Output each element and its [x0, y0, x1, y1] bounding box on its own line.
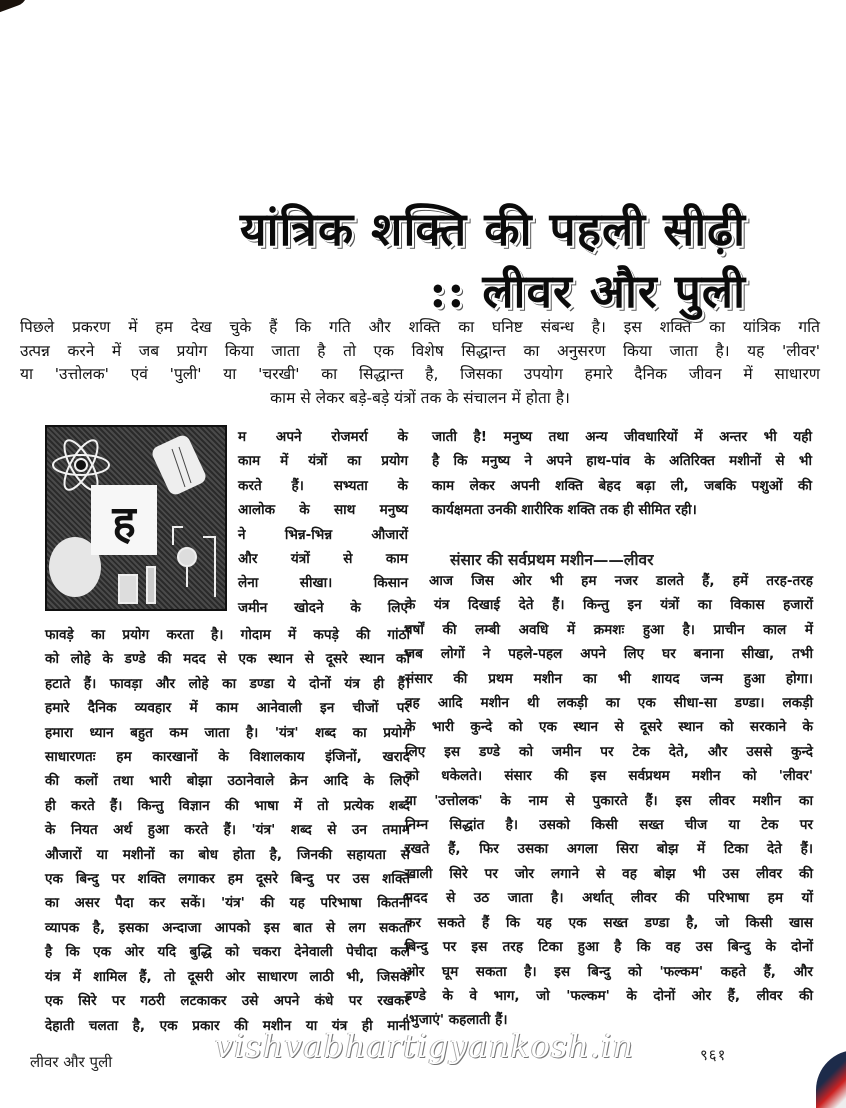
- text-line: म अपने रोजमर्रा के: [238, 429, 408, 445]
- text-line: निम्न सिद्धांत है। उसको किसी सख्त चीज या टेक पर: [405, 817, 813, 834]
- text-line: ओर घूम सकता है। इस बिन्दु को 'फल्कम' कहते हैं, और: [405, 963, 813, 980]
- text-line: के भारी कुन्दे को एक स्थान से दूसरे स्थान को सरकाने के: [405, 719, 813, 736]
- text-line: औजारों या मशीनों का बोध होता है, जिनकी सहायता से: [45, 846, 410, 863]
- text-line: को धकेलते। संसार की इस सर्वप्रथम मशीन को 'लीवर': [405, 768, 813, 785]
- text-line: है कि मनुष्य ने अपने हाथ-पांव के अतिरिक्त मशीनों से भी: [432, 453, 812, 470]
- text-line: कर सकते हैं कि यह एक सख्त डण्डा है, जो किसी खास: [405, 914, 813, 931]
- text-line: वर्षों की लम्बी अवधि में क्रमशः हुआ है। प्राचीन काल में: [405, 621, 813, 638]
- text-line: खाली सिरे पर जोर लगाने से वह बोझ भी उस लीवर की: [405, 865, 813, 882]
- right-column-continuation: [432, 425, 812, 523]
- right-column-section: [405, 569, 813, 1033]
- text-line: की कलों तथा भारी बोझा उठानेवाले क्रेन आदि के लिए: [45, 773, 410, 790]
- running-title: लीवर और पुली: [30, 1053, 113, 1071]
- text-line: हटाते हैं। फावड़ा और लोहे का डण्डा ये दोनों यंत्र ही हैं।: [45, 675, 410, 692]
- text-line: बिन्दु पर इस तरह टिका हुआ है कि वह उस बिन्दु के दोनों: [405, 939, 813, 956]
- text-line: काम में यंत्रों का प्रयोग: [238, 453, 408, 470]
- text-line: काम लेकर अपनी शक्ति बेहद बढ़ा ली, जबकि पशुओं की: [432, 477, 812, 494]
- text-line: के नियत अर्थ हुआ करते हैं। 'यंत्र' शब्द से उन तमाम: [45, 822, 410, 839]
- page-number: ९६१: [700, 1046, 727, 1064]
- drop-cap: ह: [91, 485, 157, 555]
- text-line: एक सिरे पर गठरी लटकाकर उसे अपने कंधे पर रखकर: [45, 993, 410, 1010]
- page-title-line-2: :: लीवर और पुली: [429, 263, 746, 318]
- text-line: मदद से उठ जाता है। अर्थात् लीवर की परिभाषा हम यों: [405, 890, 813, 907]
- text-line: यंत्र में शामिल हैं, तो दूसरी ओर साधारण लाठी भी, जिसके: [45, 968, 410, 985]
- text-line: हमारा ध्यान बहुत कम जाता है। 'यंत्र' शब्द का प्रयोग: [45, 724, 410, 741]
- chapter-illustration: [45, 425, 227, 611]
- text-line: लेना सीखा। किसान: [238, 575, 408, 592]
- text-line: जाती है! मनुष्य तथा अन्य जीवधारियों में अन्तर भी यही: [432, 429, 812, 445]
- text-line: ही करते हैं। किन्तु विज्ञान की भाषा में तो प्रत्येक शब्द: [45, 797, 410, 814]
- scan-edge-artifact: [0, 0, 31, 14]
- text-line: संसार की प्रथम मशीन का भी शायद जन्म हुआ होगा।: [405, 670, 813, 687]
- intro-line: उत्पन्न करने में जब प्रयोग किया जाता है तो एक विशेष सिद्धान्त का अनुसरण किया जाता है। यह 'लीवर': [20, 341, 820, 360]
- text-line: जमीन खोदने के लिए: [238, 599, 408, 616]
- text-line: लिए इस डण्डे को जमीन पर टेक देते, और उससे कुन्दे: [405, 743, 813, 760]
- watermark: vishvabhartigyankosh.in: [215, 1027, 635, 1065]
- text-line: या 'उत्तोलक' के नाम से पुकारते हैं। इस लीवर मशीन का: [405, 792, 813, 809]
- page-title-line-1: यांत्रिक शक्ति की पहली सीढ़ी: [239, 201, 746, 256]
- text-line: देहाती चलता है, एक प्रकार की मशीन या यंत्र ही मानी: [45, 1017, 410, 1034]
- text-line: ने भिन्न-भिन्न औजारों: [238, 526, 408, 543]
- text-line: 'भुजाएं' कहलाती हैं।: [405, 1012, 508, 1029]
- intro-line: या 'उत्तोलक' एवं 'पुली' या 'चरखी' का सिद्धान्त है, जिसका उपयोग हमारे दैनिक जीवन में साधारण: [20, 365, 820, 383]
- text-line: एक बिन्दु पर शक्ति लगाकर हम दूसरे बिन्दु पर उस शक्ति: [45, 871, 410, 888]
- text-line: करते हैं। सभ्यता के: [238, 477, 408, 494]
- text-line: का असर पैदा कर सकें। 'यंत्र' की यह परिभाषा कितनी: [45, 895, 410, 912]
- text-line: है कि एक ओर यदि बुद्धि को चकरा देनेवाली पेचीदा कलें: [45, 944, 410, 961]
- left-column-body: [45, 623, 410, 1038]
- intro-line: काम से लेकर बड़े-बड़े यंत्रों तक के संचालन में होता है।: [270, 388, 570, 407]
- text-line: डण्डे के वे भाग, जो 'फल्कम' के दोनों ओर हैं, लीवर की: [405, 987, 813, 1004]
- text-line: रखते हैं, फिर उसका अगला सिरा बोझ में टिका देते हैं।: [405, 841, 813, 858]
- scan-edge-artifact: [816, 1050, 846, 1108]
- text-line: वह आदि मशीन थी लकड़ी का एक सीधा-सा डण्डा। लकड़ी: [405, 695, 813, 712]
- text-line: साधारणतः हम कारखानों के विशालकाय इंजिनों, खराद: [45, 749, 410, 766]
- text-line: फावड़े का प्रयोग करता है। गोदाम में कपड़े की गांठों: [45, 627, 410, 643]
- text-line: आज जिस ओर भी हम नजर डालते हैं, हमें तरह-तरह: [429, 573, 813, 589]
- text-line: के यंत्र दिखाई देते हैं। किन्तु इन यंत्रों का विकास हजारों: [405, 597, 813, 614]
- text-line: हमारे दैनिक व्यवहार में काम आनेवाली इन चीजों पर: [45, 700, 410, 717]
- text-line: को लोहे के डण्डे की मदद से एक स्थान से दूसरे स्थान को: [45, 651, 410, 668]
- section-heading: संसार की सर्वप्रथम मशीन——लीवर: [450, 550, 654, 569]
- intro-paragraph: [20, 316, 820, 410]
- left-column-beside-image: [238, 425, 408, 620]
- intro-line: पिछले प्रकरण में हम देख चुके हैं कि गति और शक्ति का घनिष्ट संबन्ध है। इस शक्ति का यांत्रिक गति: [20, 318, 820, 336]
- text-line: और यंत्रों से काम: [238, 551, 408, 568]
- text-line: आलोक के साथ मनुष्य: [238, 502, 408, 519]
- bulb-icon: [150, 433, 208, 497]
- text-line: व्यापक है, इसका अन्दाजा आपको इस बात से लग सकता: [45, 919, 410, 936]
- text-line: जब लोगों ने पहले-पहल अपने लिए घर बनाना सीखा, तभी: [405, 646, 813, 663]
- text-line: कार्यक्षमता उनकी शारीरिक शक्ति तक ही सीमित रही।: [432, 502, 697, 519]
